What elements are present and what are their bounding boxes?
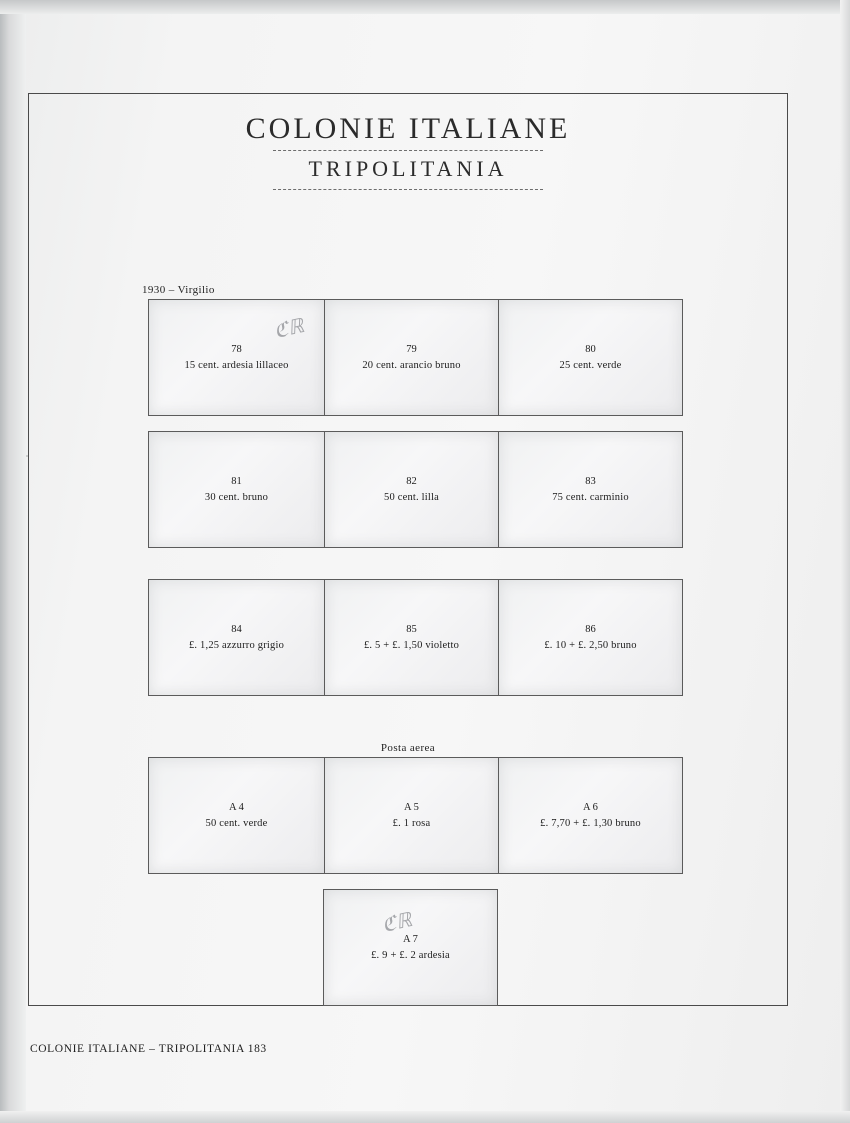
stamp-slot[interactable] (324, 757, 499, 874)
stamp-row-posta-aerea-1 (148, 757, 683, 874)
stamp-description: 20 cent. arancio bruno (362, 359, 461, 371)
stamp-catalog-number: 84 (231, 623, 242, 635)
stamp-catalog-number: 83 (585, 475, 596, 487)
stamp-description: £. 7,70 + £. 1,30 bruno (540, 817, 641, 829)
section-label-posta-aerea: Posta aerea (380, 742, 436, 754)
stamp-description: 50 cent. lilla (384, 491, 439, 503)
stamp-catalog-number: 78 (231, 343, 242, 355)
stamp-description: 25 cent. verde (559, 359, 622, 371)
page-edge-bottom-shadow (0, 1111, 850, 1123)
album-sheet-frame (28, 93, 788, 1006)
stamp-catalog-number: 81 (231, 475, 242, 487)
stamp-row-virgilio-3 (148, 579, 683, 696)
stamp-description: £. 10 + £. 2,50 bruno (544, 639, 637, 651)
title-divider-bottom (273, 189, 543, 190)
stamp-slot[interactable] (148, 579, 325, 696)
stamp-row-virgilio-2 (148, 431, 683, 548)
page-footer: COLONIE ITALIANE – TRIPOLITANIA 183 (30, 1043, 267, 1055)
stamp-slot[interactable] (148, 757, 325, 874)
stamp-slot[interactable] (324, 431, 499, 548)
stamp-slot[interactable] (498, 431, 683, 548)
stamp-slot[interactable] (498, 579, 683, 696)
stamp-slot[interactable] (498, 299, 683, 416)
stamp-row-virgilio-1 (148, 299, 683, 416)
page-subtitle: TRIPOLITANIA (308, 156, 508, 181)
title-divider-top (273, 150, 543, 151)
stamp-slot[interactable] (323, 889, 498, 1006)
stamp-catalog-number: A 6 (583, 801, 598, 813)
stamp-description: 50 cent. verde (205, 817, 268, 829)
stamp-description: £. 9 + £. 2 ardesia (371, 949, 450, 961)
stamp-description: £. 1,25 azzurro grigio (188, 639, 285, 651)
page-title: COLONIE ITALIANE (245, 112, 571, 145)
stamp-description: £. 1 rosa (392, 817, 431, 829)
stamp-catalog-number: 80 (585, 343, 596, 355)
stamp-slot[interactable] (148, 299, 325, 416)
stamp-catalog-number: 82 (406, 475, 417, 487)
stamp-slot[interactable] (148, 431, 325, 548)
stamp-row-posta-aerea-2 (323, 889, 498, 1006)
page-edge-top-shadow (0, 0, 850, 14)
page-edge-right-shadow (840, 0, 850, 1123)
stamp-slot[interactable] (324, 299, 499, 416)
pencil-annotation: ℭℝ (380, 909, 414, 937)
stamp-catalog-number: 85 (406, 623, 417, 635)
stamp-description: 30 cent. bruno (204, 491, 269, 503)
stamp-description: 75 cent. carminio (552, 491, 629, 503)
stamp-catalog-number: A 5 (404, 801, 419, 813)
pencil-annotation: ℭℝ (272, 315, 306, 343)
page-edge-left-shadow (0, 0, 26, 1123)
stamp-catalog-number: 86 (585, 623, 596, 635)
section-label-virgilio: 1930 – Virgilio (142, 284, 215, 296)
stamp-slot[interactable] (498, 757, 683, 874)
stamp-slot[interactable] (324, 579, 499, 696)
stamp-catalog-number: 79 (406, 343, 417, 355)
stamp-description: £. 5 + £. 1,50 violetto (363, 639, 460, 651)
stamp-description: 15 cent. ardesia lillaceo (184, 359, 289, 371)
stamp-catalog-number: A 7 (403, 933, 418, 945)
stamp-catalog-number: A 4 (229, 801, 244, 813)
